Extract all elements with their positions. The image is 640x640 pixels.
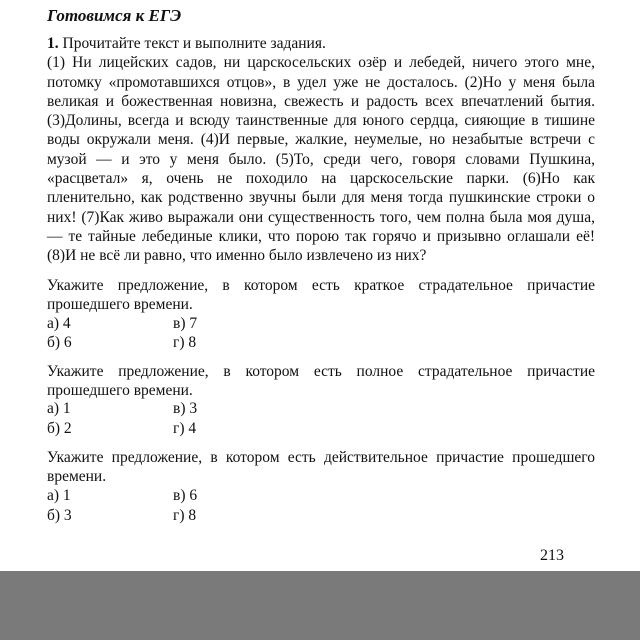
option: б) 6 bbox=[47, 334, 72, 351]
task-number: 1. bbox=[47, 35, 59, 52]
option: г) 4 bbox=[173, 420, 197, 437]
question-2-prompt: Укажите предложение, в котором есть полное страдательное причастие прошедшего времени. bbox=[47, 363, 595, 399]
option: в) 7 bbox=[173, 315, 198, 332]
task-text: (1) Ни лицейских садов, ни царскосельских озёр и лебедей, ничего этого мне, потомку «промотавшихся отцов», в удел уже не досталось. (2)Но у меня была великая и божественная новизна, свежесть и радость всех впечатлений бытия. (3)Долины, всегда и всюду таинственные для юного сердца, сияющие в тишине воды окружали меня. (4)И первые, жалкие, неумелые, но незабытые встречи с музой — и это у меня было. (5)То, среди чего, говоря словами Пушкина, «расцветал» я, очень не походило на царскосельские парки. (6)Но как пленительно, как родственно звучны были для меня тогда пушкинские строки о них! (7)Как живо выражали они существенность того, чем полна была моя душа, — те тайные лебединые клики, что порою так горячо и призывно оглашали её! (8)И не всё ли равно, что именно было извлечено из них? bbox=[47, 54, 595, 265]
question-3-prompt: Укажите предложение, в котором есть действительное причастие прошедшего времени. bbox=[47, 449, 595, 485]
section-heading: Готовимся к ЕГЭ bbox=[47, 6, 182, 25]
option: б) 2 bbox=[47, 420, 72, 437]
option: в) 3 bbox=[173, 400, 198, 417]
option: а) 1 bbox=[47, 487, 71, 504]
question-1-prompt: Укажите предложение, в котором есть краткое страдательное причастие прошедшего времени. bbox=[47, 277, 595, 313]
option: а) 1 bbox=[47, 400, 71, 417]
option: г) 8 bbox=[173, 334, 197, 351]
background-bar bbox=[0, 571, 640, 640]
option: в) 6 bbox=[173, 487, 198, 504]
task-instruction: Прочитайте текст и выполните задания. bbox=[62, 35, 326, 52]
page-number: 213 bbox=[540, 547, 564, 564]
task-block bbox=[47, 34, 595, 266]
option: а) 4 bbox=[47, 315, 71, 332]
option: б) 3 bbox=[47, 507, 72, 524]
option: г) 8 bbox=[173, 507, 197, 524]
